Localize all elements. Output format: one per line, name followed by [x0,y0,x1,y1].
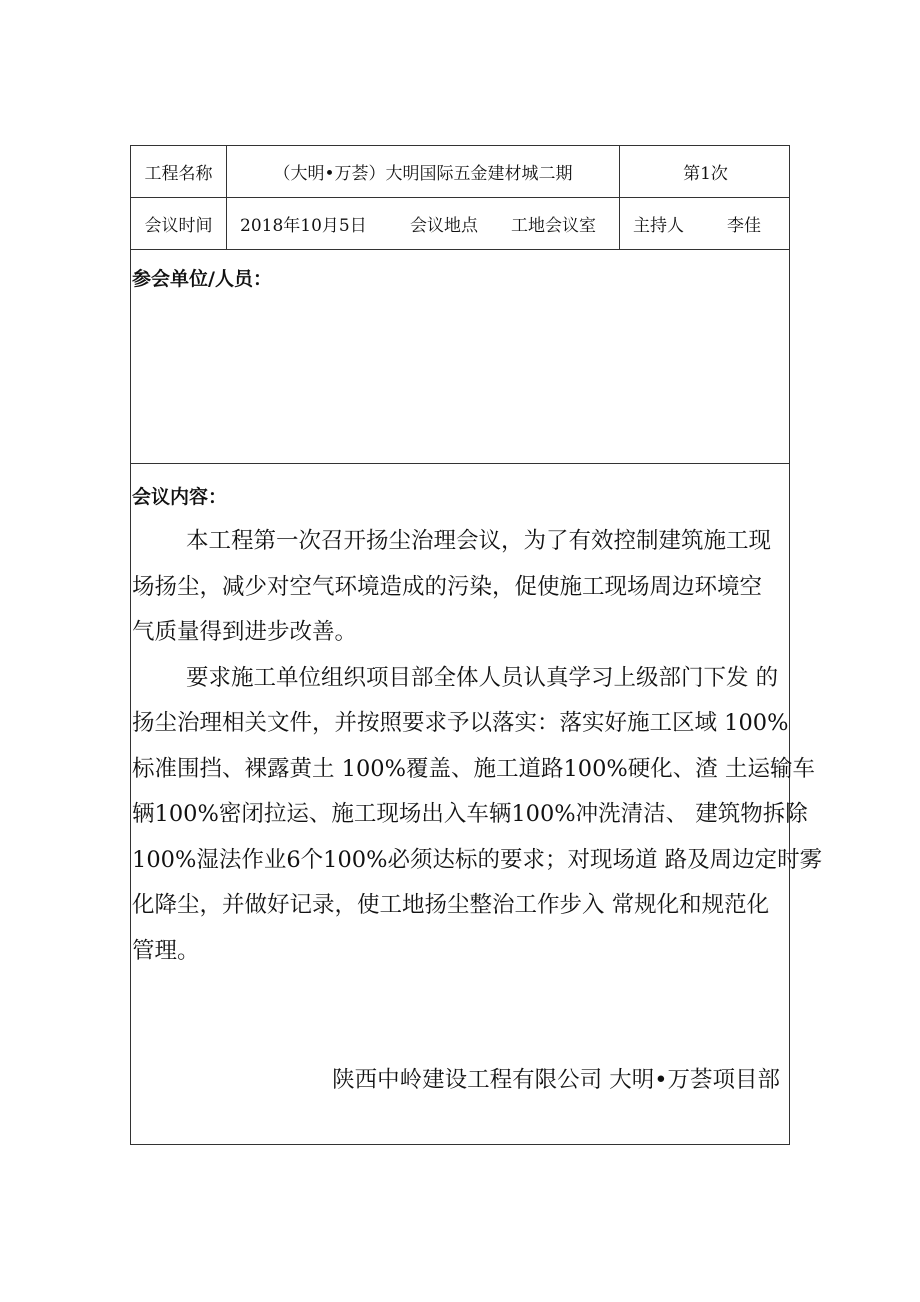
paragraph1-line: 场扬尘，减少对空气环境造成的污染，促使施工现场周边环境空 [132,573,763,600]
cell-divider [226,198,227,249]
paragraph2-line: 扬尘治理相关文件，并按照要求予以落实：落实好施工区域 100% [132,710,789,736]
paragraph2-line: 标准围挡、裸露黄土 100%覆盖、施工道路100%硬化、渣 土运输车 [132,755,815,782]
project-name-row [131,146,789,198]
content-label: 会议内容： [132,486,228,508]
attendees-row [131,250,789,464]
session-number: 第1次 [683,164,728,184]
paragraph2-line: 100%湿法作业6个100%必须达标的要求；对现场道 路及周边定时雾 [132,846,823,873]
project-name-label: 工程名称 [144,164,213,184]
paragraph2-line: 化降尘，并做好记录，使工地扬尘整治工作步入 常规化和规范化 [132,892,770,918]
signature-company: 陕西中岭建设工程有限公司 大明•万荟项目部 [332,1067,780,1093]
meeting-record-table [130,145,823,1145]
attendees-label: 参会单位/人员： [132,268,272,290]
host-label: 主持人 [633,216,684,236]
paragraph1-line: 气质量得到进步改善。 [132,619,358,645]
meeting-date: 2018年10月5日 [240,216,367,236]
meeting-info-row [131,198,789,250]
content-section [131,464,823,1145]
paragraph1-line: 本工程第一次召开扬尘治理会议，为了有效控制建筑施工现 [186,528,772,554]
project-name-value: （大明•万荟）大明国际五金建材城二期 [273,164,573,184]
paragraph2-line: 辆100%密闭拉运、施工现场出入车辆100%冲洗清洁、 建筑物拆除 [132,801,808,827]
paragraph2-line: 要求施工单位组织项目部全体人员认真学习上级部门下发 的 [186,664,779,691]
meeting-place: 工地会议室 [511,216,596,236]
meeting-time-label: 会议时间 [144,216,213,236]
cell-divider [619,198,620,249]
content-body [132,519,823,974]
host-name: 李佳 [727,216,761,236]
paragraph2-line: 管理。 [132,937,200,964]
meeting-place-label: 会议地点 [410,216,478,236]
